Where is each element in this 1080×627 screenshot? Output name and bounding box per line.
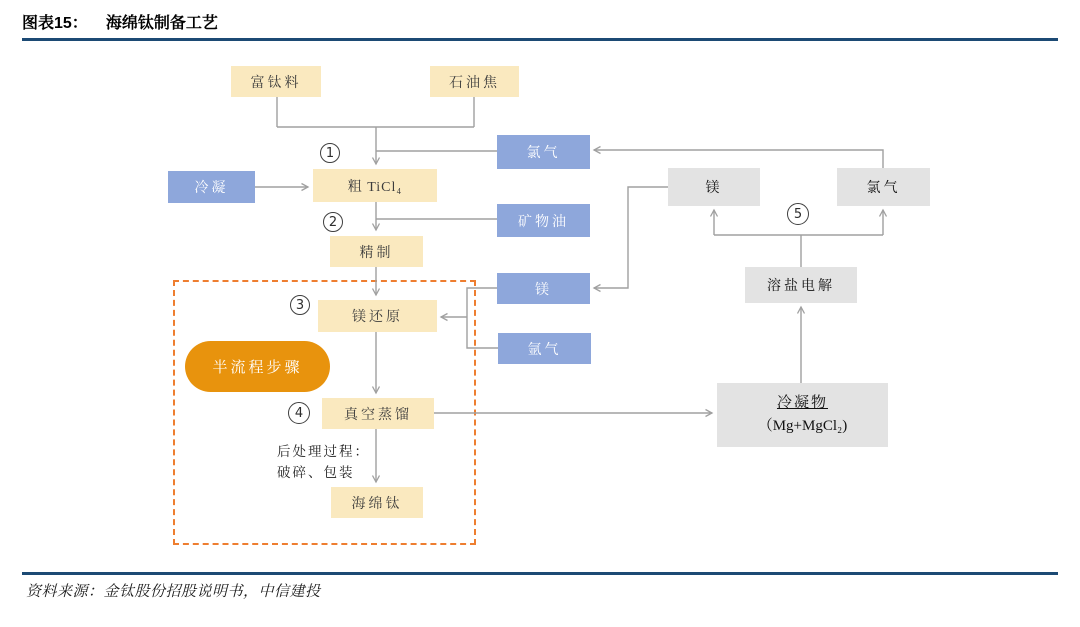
edge-electrolysis-branch bbox=[714, 235, 883, 267]
node-mineral-oil: 矿物油 bbox=[497, 204, 590, 237]
half-process-pill: 半流程步骤 bbox=[185, 341, 330, 392]
step-1-badge: 1 bbox=[320, 143, 340, 163]
node-chlorine-gray: 氯气 bbox=[837, 168, 930, 206]
edge-graychlorine-to-bluechlorine bbox=[594, 150, 883, 168]
node-refine: 精制 bbox=[330, 236, 423, 267]
node-vacuum-distillation: 真空蒸馏 bbox=[322, 398, 434, 429]
source-note: 资料来源：金钛股份招股说明书，中信建投 bbox=[26, 584, 321, 600]
node-molten-salt-electrolysis: 溶盐电解 bbox=[745, 267, 857, 303]
figure-title: 海绵钛制备工艺 bbox=[105, 15, 218, 32]
node-condense: 冷凝 bbox=[168, 171, 255, 203]
node-petroleum-coke: 石油焦 bbox=[430, 66, 519, 97]
condensate-label: 冷凝物 bbox=[776, 394, 828, 411]
edge-graymg-to-bluemg bbox=[594, 187, 668, 288]
node-magnesium-blue: 镁 bbox=[497, 273, 590, 304]
node-crude-ticl4: 粗 TiCl₄ bbox=[313, 169, 437, 202]
node-magnesium-gray: 镁 bbox=[668, 168, 760, 206]
node-argon: 氩气 bbox=[498, 333, 591, 364]
post-process-note-line2: 破碎、包装 bbox=[277, 465, 355, 480]
figure-label: 图表15： bbox=[22, 15, 88, 32]
step-4-badge: 4 bbox=[288, 402, 310, 424]
node-chlorine-top: 氯气 bbox=[497, 135, 590, 169]
step-5-badge: 5 bbox=[787, 203, 809, 225]
step-3-badge: 3 bbox=[290, 295, 310, 315]
post-process-note-line1: 后处理过程： bbox=[277, 444, 370, 459]
step-2-badge: 2 bbox=[323, 212, 343, 232]
node-mg-reduction: 镁还原 bbox=[318, 300, 437, 332]
node-rich-titanium: 富钛料 bbox=[231, 66, 321, 97]
condensate-formula: （Mg+MgCl₂) bbox=[757, 418, 848, 434]
node-sponge-titanium: 海绵钛 bbox=[331, 487, 423, 518]
node-condensate bbox=[717, 383, 888, 447]
edge-mg-argon-bracket bbox=[467, 288, 498, 348]
